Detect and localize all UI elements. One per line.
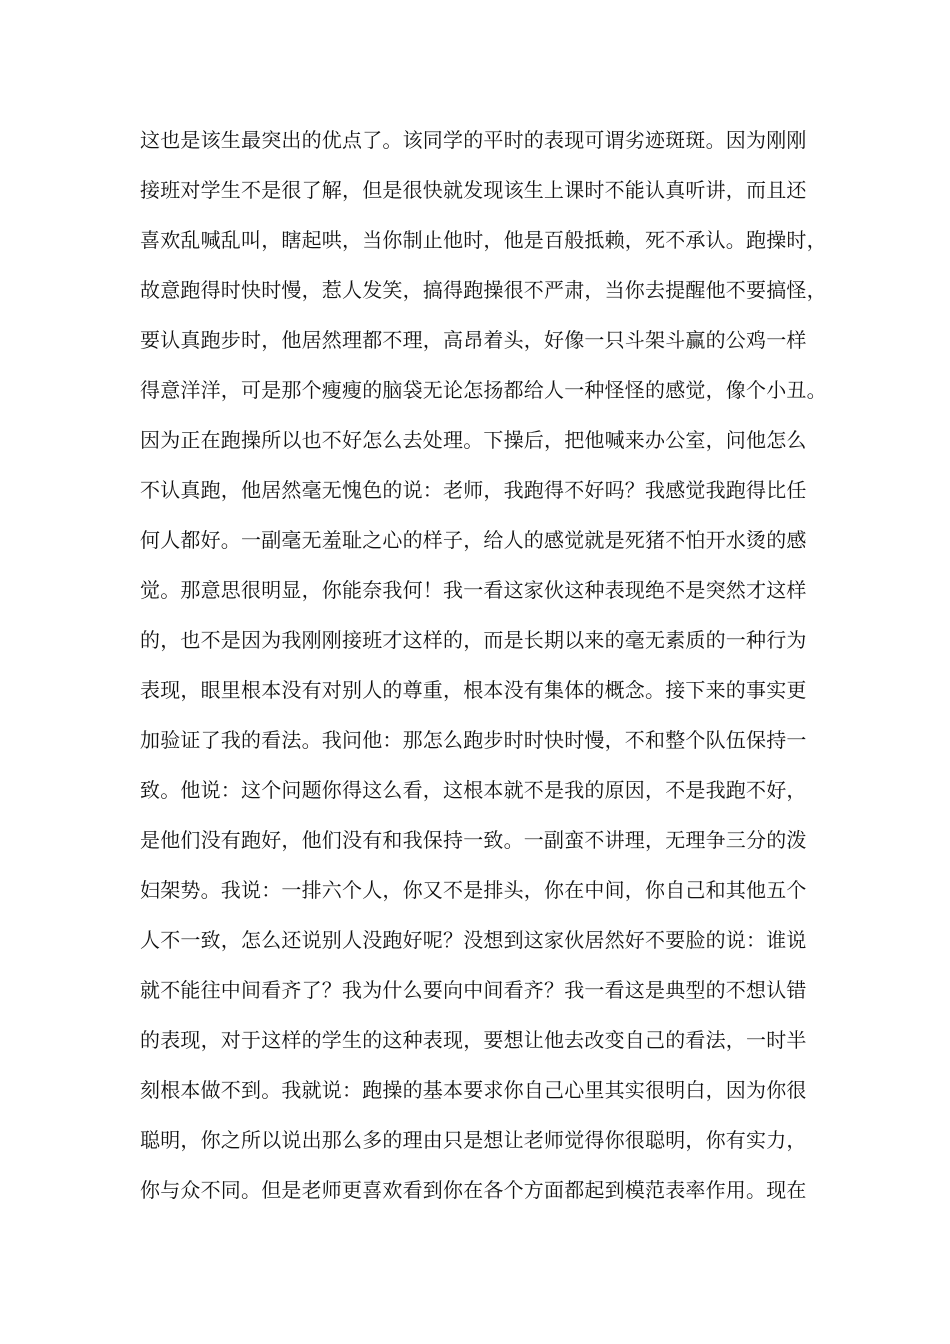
- text-line: 故意跑得时快时慢，惹人发笑，搞得跑操很不严肃，当你去提醒他不要搞怪，: [140, 278, 827, 302]
- text-line: 人不一致，怎么还说别人没跑好呢？没想到这家伙居然好不要脸的说：谁说: [140, 928, 807, 952]
- text-line: 因为正在跑操所以也不好怎么去处理。下操后，把他喊来办公室，问他怎么: [140, 428, 807, 452]
- text-line: 致。他说：这个问题你得这么看，这根本就不是我的原因，不是我跑不好，: [140, 778, 807, 802]
- text-line: 接班对学生不是很了解，但是很快就发现该生上课时不能认真听讲，而且还: [140, 178, 807, 202]
- text-line: 表现，眼里根本没有对别人的尊重，根本没有集体的概念。接下来的事实更: [140, 678, 807, 702]
- text-line: 何人都好。一副毫无羞耻之心的样子，给人的感觉就是死猪不怕开水烫的感: [140, 528, 807, 552]
- text-line: 觉。那意思很明显，你能奈我何！我一看这家伙这种表现绝不是突然才这样: [140, 578, 807, 602]
- text-line: 聪明，你之所以说出那么多的理由只是想让老师觉得你很聪明，你有实力，: [140, 1128, 807, 1152]
- text-line: 加验证了我的看法。我问他：那怎么跑步时时快时慢，不和整个队伍保持一: [140, 728, 807, 752]
- text-line: 是他们没有跑好，他们没有和我保持一致。一副蛮不讲理，无理争三分的泼: [140, 828, 807, 852]
- text-line: 喜欢乱喊乱叫，瞎起哄，当你制止他时，他是百般抵赖，死不承认。跑操时，: [140, 228, 827, 252]
- text-line: 就不能往中间看齐了？我为什么要向中间看齐？我一看这是典型的不想认错: [140, 978, 807, 1002]
- text-line: 的表现，对于这样的学生的这种表现，要想让他去改变自己的看法，一时半: [140, 1028, 807, 1052]
- text-line: 得意洋洋，可是那个瘦瘦的脑袋无论怎扬都给人一种怪怪的感觉，像个小丑。: [140, 378, 827, 402]
- text-line: 刻根本做不到。我就说：跑操的基本要求你自己心里其实很明白，因为你很: [140, 1078, 807, 1102]
- text-line: 这也是该生最突出的优点了。该同学的平时的表现可谓劣迹斑斑。因为刚刚: [140, 128, 807, 152]
- text-line: 你与众不同。但是老师更喜欢看到你在各个方面都起到模范表率作用。现在: [140, 1178, 807, 1202]
- text-line: 的，也不是因为我刚刚接班才这样的，而是长期以来的毫无素质的一种行为: [140, 628, 807, 652]
- text-line: 不认真跑，他居然毫无愧色的说：老师，我跑得不好吗？我感觉我跑得比任: [140, 478, 807, 502]
- text-line: 妇架势。我说：一排六个人，你又不是排头，你在中间，你自己和其他五个: [140, 878, 807, 902]
- text-line: 要认真跑步时，他居然理都不理，高昂着头，好像一只斗架斗赢的公鸡一样: [140, 328, 807, 352]
- body-text: [140, 115, 830, 1215]
